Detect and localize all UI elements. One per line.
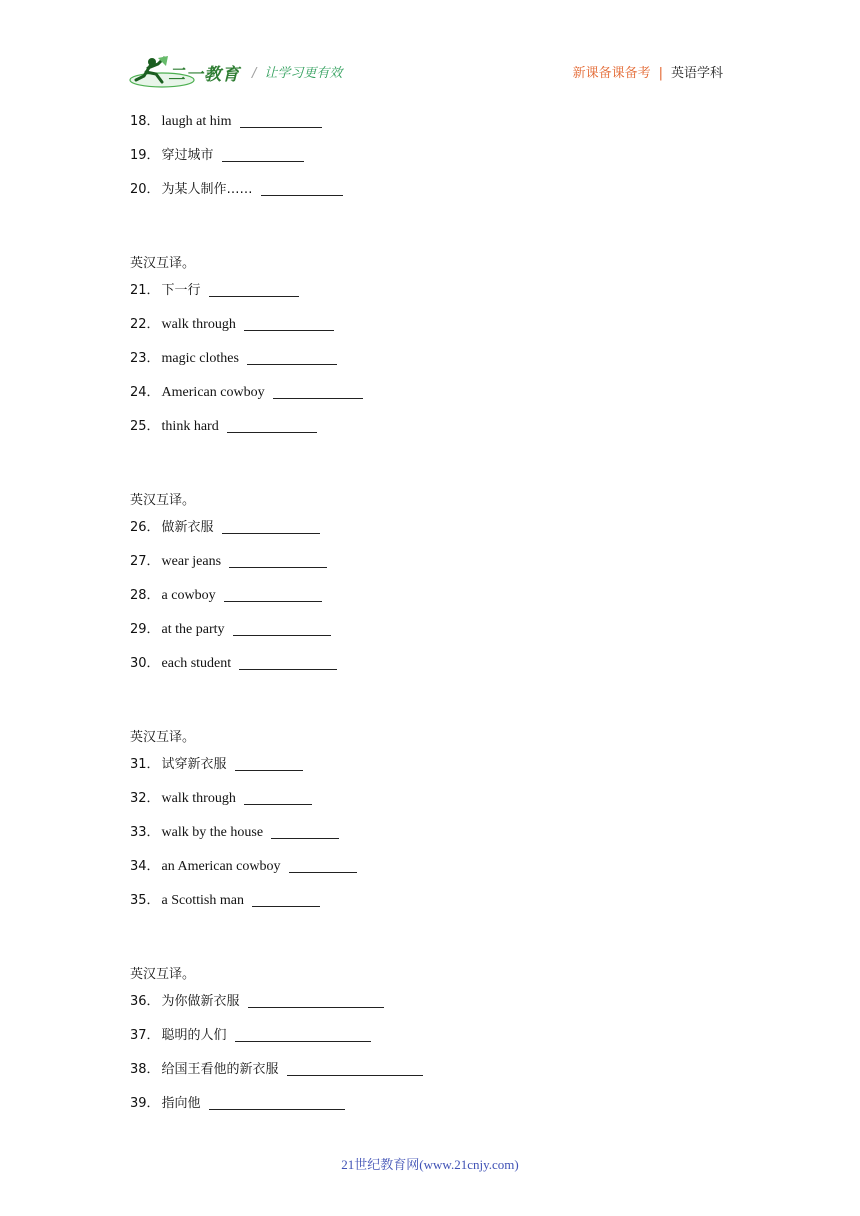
answer-blank[interactable] — [222, 146, 304, 162]
item-number: 20． — [130, 182, 160, 197]
item-number: 39． — [130, 1096, 160, 1111]
exercise-item — [130, 654, 730, 688]
answer-blank[interactable] — [240, 112, 322, 128]
exercise-item — [130, 180, 730, 214]
page-header — [0, 0, 860, 100]
answer-blank[interactable] — [209, 1094, 345, 1110]
section-gap — [130, 688, 730, 721]
item-number: 29． — [130, 622, 160, 637]
item-prompt: 聪明的人们 — [161, 1028, 227, 1043]
item-number: 27． — [130, 554, 160, 569]
page-footer: 21世纪教育网(www.21cnjy.com) — [341, 1157, 519, 1172]
item-prompt: each student — [161, 656, 232, 671]
item-prompt: magic clothes — [161, 351, 239, 366]
item-prompt: 给国王看他的新衣服 — [161, 1062, 279, 1077]
exercise-item — [130, 620, 730, 654]
answer-blank[interactable] — [229, 552, 327, 568]
exercise-content — [130, 112, 730, 1128]
slogan-text: 让学习更有效 — [264, 66, 343, 81]
item-number: 24． — [130, 385, 160, 400]
answer-blank[interactable] — [248, 992, 384, 1008]
item-number: 21． — [130, 283, 160, 298]
answer-blank[interactable] — [271, 823, 339, 839]
header-course-label: 新课备课备考 — [572, 66, 651, 81]
exercise-item — [130, 1060, 730, 1094]
exercise-item — [130, 755, 730, 789]
item-prompt: 为某人制作…… — [161, 182, 253, 197]
exercise-item — [130, 857, 730, 891]
exercise-item — [130, 891, 730, 925]
item-number: 32． — [130, 791, 160, 806]
section-gap — [130, 214, 730, 247]
answer-blank[interactable] — [261, 180, 343, 196]
item-number: 36． — [130, 994, 160, 1009]
exercise-item — [130, 383, 730, 417]
exercise-item — [130, 281, 730, 315]
exercise-item — [130, 789, 730, 823]
item-number: 22． — [130, 317, 160, 332]
exercise-item — [130, 315, 730, 349]
item-prompt: at the party — [161, 622, 225, 637]
item-prompt: an American cowboy — [161, 859, 281, 874]
answer-blank[interactable] — [235, 1026, 371, 1042]
answer-blank[interactable] — [224, 586, 322, 602]
exercise-section — [130, 214, 730, 451]
item-number: 28． — [130, 588, 160, 603]
header-subject — [573, 62, 723, 81]
item-number: 37． — [130, 1028, 160, 1043]
exercise-item — [130, 992, 730, 1026]
item-number: 18． — [130, 114, 160, 129]
item-prompt: American cowboy — [161, 385, 265, 400]
answer-blank[interactable] — [209, 281, 299, 297]
exercise-item — [130, 1094, 730, 1128]
item-prompt: walk through — [161, 791, 236, 806]
header-slogan — [252, 62, 342, 81]
item-prompt: laugh at him — [161, 114, 232, 129]
answer-blank[interactable] — [252, 891, 320, 907]
exercise-section — [130, 688, 730, 925]
answer-blank[interactable] — [247, 349, 337, 365]
section-instruction: 英汉互译。 — [130, 967, 196, 982]
item-prompt: walk by the house — [161, 825, 264, 840]
item-number: 25． — [130, 419, 160, 434]
answer-blank[interactable] — [289, 857, 357, 873]
item-prompt: 指向他 — [161, 1096, 201, 1111]
exercise-section — [130, 451, 730, 688]
exercise-section — [130, 925, 730, 1128]
section-instruction: 英汉互译。 — [130, 493, 196, 508]
item-number: 33． — [130, 825, 160, 840]
item-prompt: 试穿新衣服 — [161, 757, 227, 772]
item-number: 23． — [130, 351, 160, 366]
exercise-item — [130, 112, 730, 146]
item-prompt: walk through — [161, 317, 236, 332]
answer-blank[interactable] — [227, 417, 317, 433]
item-number: 35． — [130, 893, 160, 908]
answer-blank[interactable] — [235, 755, 303, 771]
item-prompt: 下一行 — [161, 283, 201, 298]
answer-blank[interactable] — [273, 383, 363, 399]
exercise-item — [130, 518, 730, 552]
slogan-separator: / — [252, 66, 257, 81]
answer-blank[interactable] — [239, 654, 337, 670]
exercise-item — [130, 586, 730, 620]
item-prompt: a cowboy — [161, 588, 216, 603]
item-number: 26． — [130, 520, 160, 535]
answer-blank[interactable] — [244, 315, 334, 331]
logo-text: 二一教育 — [168, 65, 240, 85]
exercise-section — [130, 112, 730, 214]
exercise-item — [130, 349, 730, 383]
header-subject-label: 英语学科 — [670, 66, 723, 81]
answer-blank[interactable] — [222, 518, 320, 534]
item-prompt: 穿过城市 — [161, 148, 214, 163]
exercise-item — [130, 1026, 730, 1060]
exercise-item — [130, 146, 730, 180]
item-number: 19． — [130, 148, 160, 163]
item-number: 38． — [130, 1062, 160, 1077]
item-prompt: a Scottish man — [161, 893, 244, 908]
exercise-item — [130, 823, 730, 857]
item-prompt: think hard — [161, 419, 219, 434]
section-gap — [130, 451, 730, 484]
section-gap — [130, 925, 730, 958]
exercise-item — [130, 552, 730, 586]
item-number: 34． — [130, 859, 160, 874]
item-number: 31． — [130, 757, 160, 772]
item-number: 30． — [130, 656, 160, 671]
answer-blank[interactable] — [233, 620, 331, 636]
item-prompt: 做新衣服 — [161, 520, 214, 535]
exercise-item — [130, 417, 730, 451]
item-prompt: wear jeans — [161, 554, 222, 569]
answer-blank[interactable] — [287, 1060, 423, 1076]
answer-blank[interactable] — [244, 789, 312, 805]
item-prompt: 为你做新衣服 — [161, 994, 240, 1009]
section-instruction: 英汉互译。 — [130, 730, 196, 745]
section-instruction: 英汉互译。 — [130, 256, 196, 271]
header-separator: | — [658, 66, 663, 81]
